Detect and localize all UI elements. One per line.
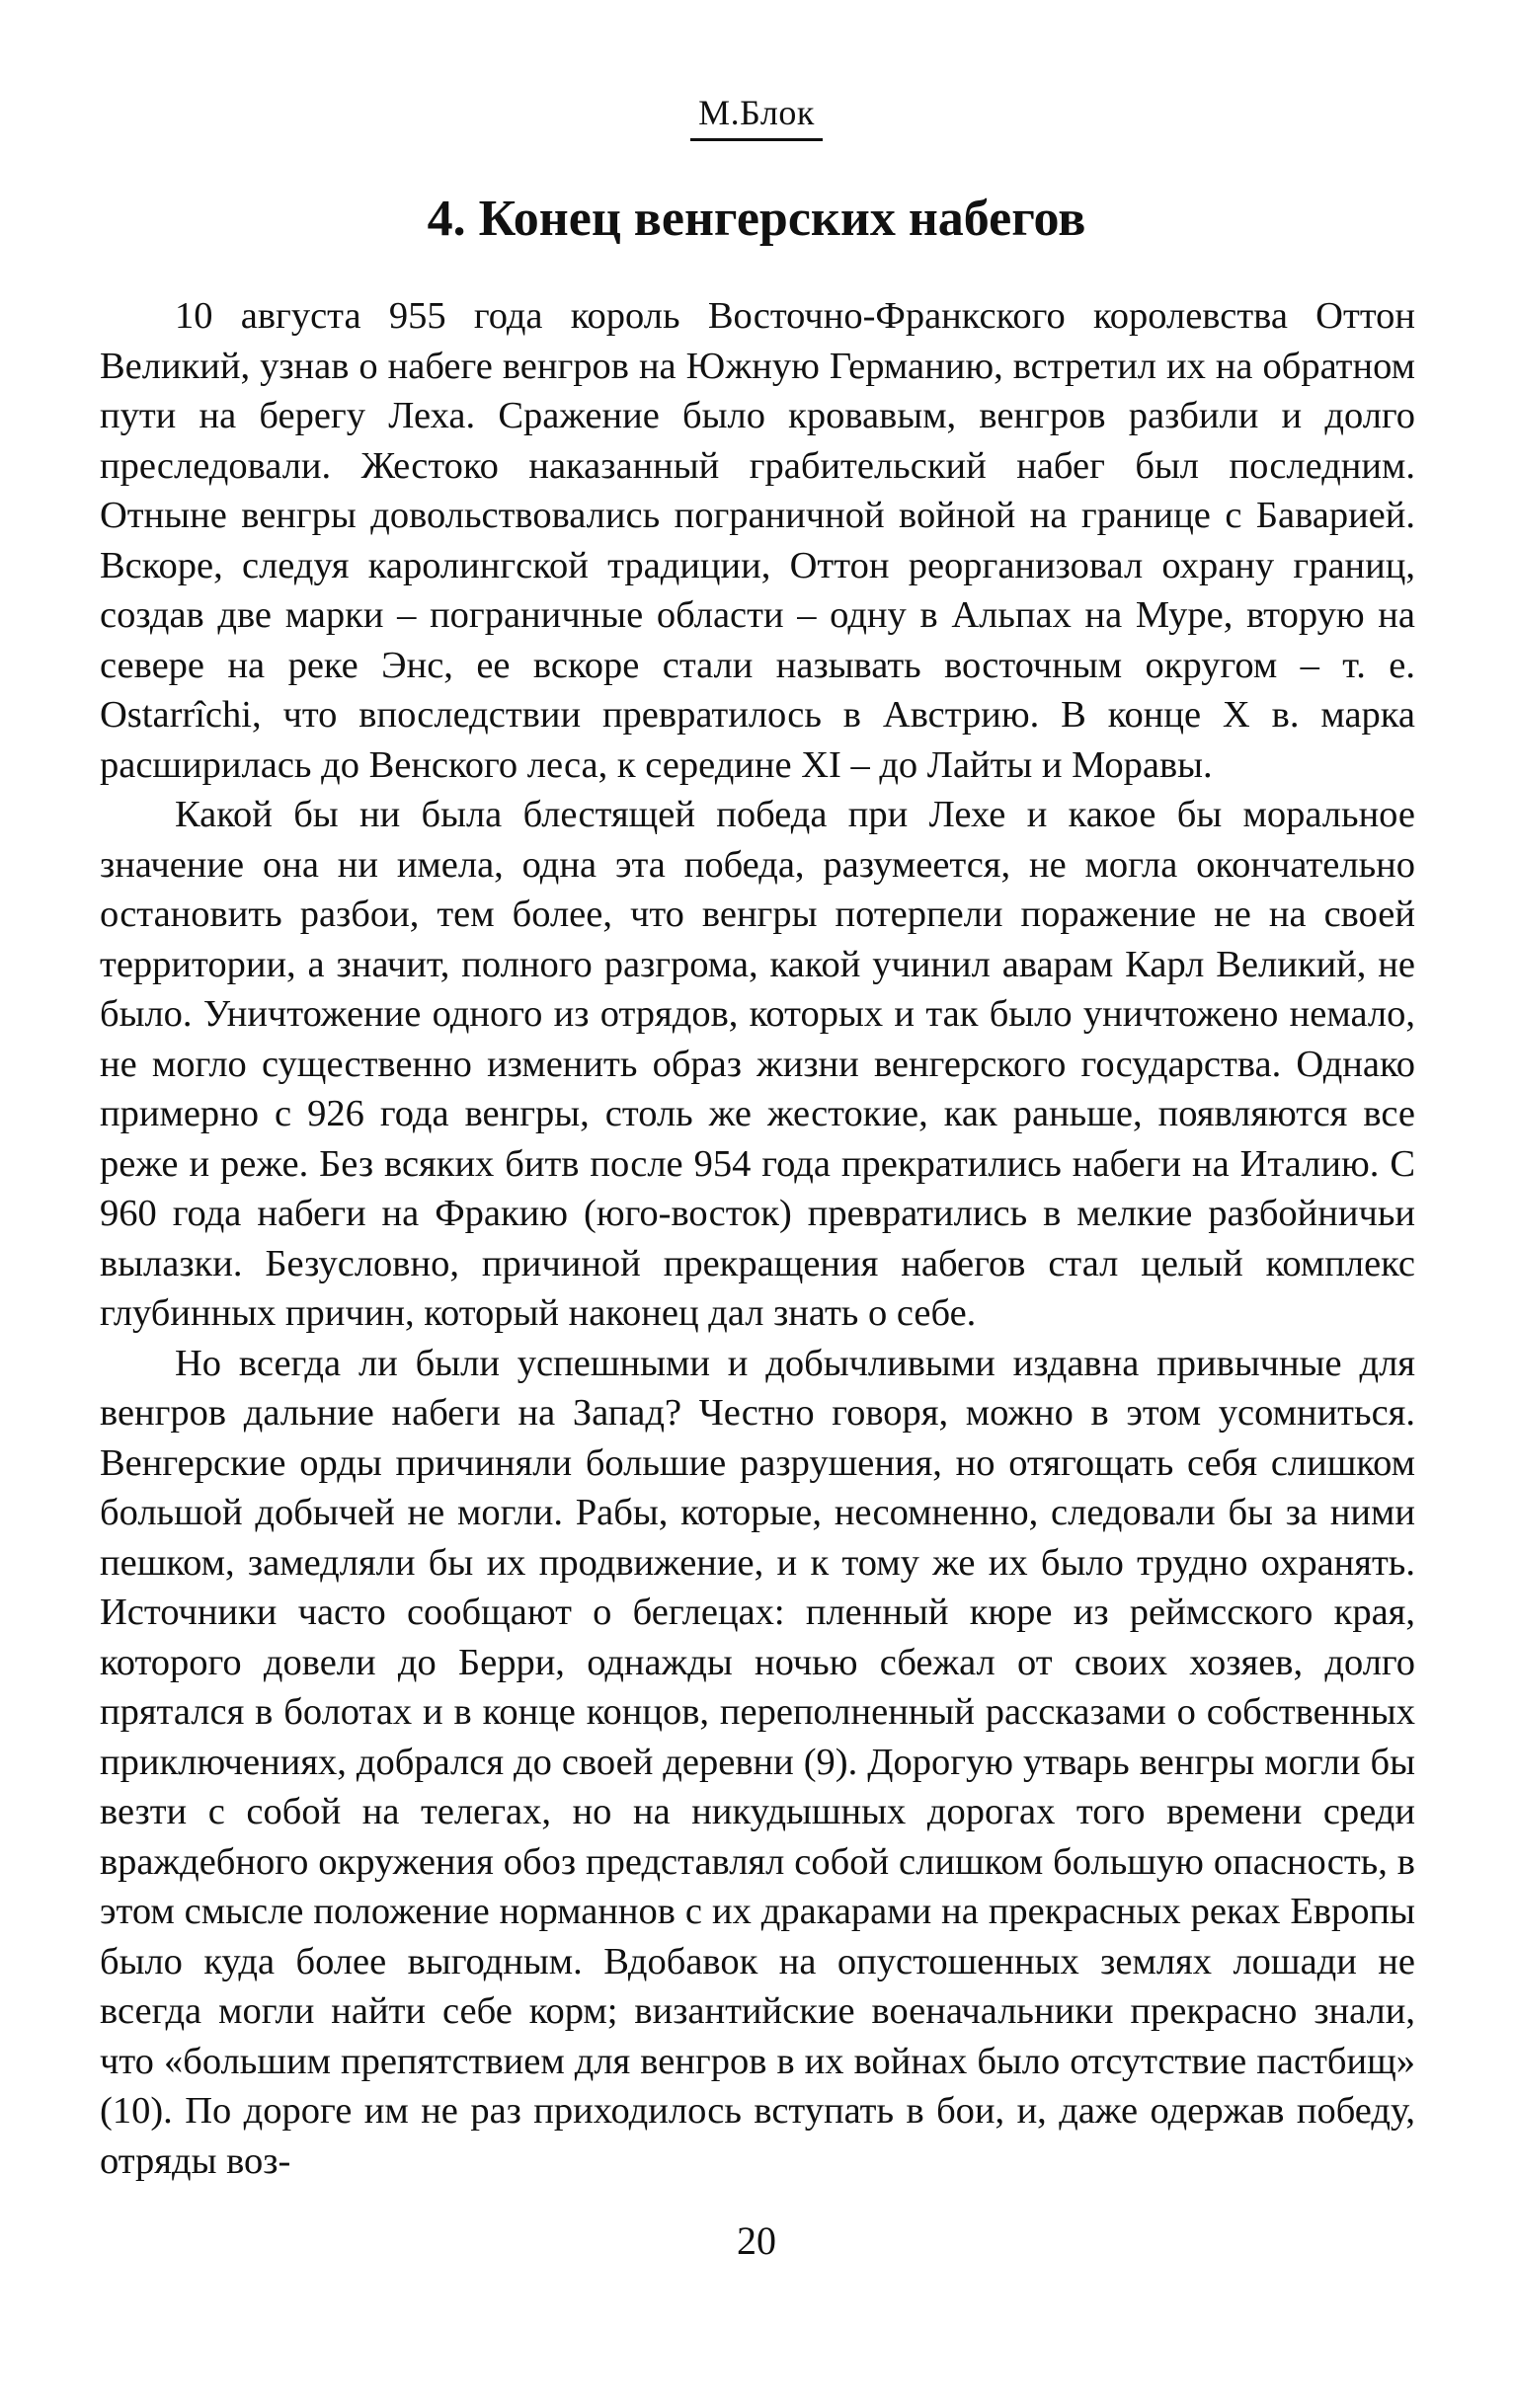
page-number: 20 [737,2218,776,2263]
paragraph: Какой бы ни была блестящей победа при Лехе и какое бы моральное значение она ни имела, одна эта победа, разумеется, не могла окончательно остановить разбои, тем более, что венгры потерпели поражение не на своей территории, а значит, полного разгрома, какой учинил аварам Карл Великий, не было. Уничтожение одного из отрядов, которых и так было уничтожено немало, не могло существенно изменить образ жизни венгерского государства. Однако примерно с 926 года венгры, столь же жестокие, как раньше, появляются все реже и реже. Без всяких битв после 954 года прекратились набеги на Италию. С 960 года набеги на Фракию (юго-восток) превратились в мелкие разбойничьи вылазки. Безусловно, причиной прекращения набегов стал целый комплекс глубинных причин, который наконец дал знать о себе. [100,794,1415,1334]
paragraph: Но всегда ли были успешными и добычливыми издавна привычные для венгров дальние набеги на Запад? Честно говоря, можно в этом усомниться. Венгерские орды причиняли большие разрушения, но отягощать себя слишком большой добычей не могли. Рабы, которые, несомненно, следовали бы за ними пешком, замедляли бы их продвижение, и к тому же их было трудно охранять. Источники часто сообщают о беглецах: пленный кюре из реймсского края, которого довели до Берри, однажды ночью сбежал от своих хозяев, долго прятался в болотах и в конце концов, переполненный рассказами о собственных приключениях, добрался до своей деревни (9). Дорогую утварь венгры могли бы везти с собой на телегах, но на никудышных дорогах того времени среди враждебного окружения обоз представлял собой слишком большую опасность, в этом смысле положение норманнов с их дракарами на прекрасных реках Европы было куда более выгодным. Вдобавок на опустошенных землях лошади не всегда могли найти себе корм; византийские военачальники прекрасно знали, что «большим препятствием для венгров в их войнах было отсутствие пастбищ» (10). По дороге им не раз приходилось вступать в бои, и, даже одержав победу, отряды воз- [100,1342,1415,2182]
chapter-title: 4. Конец венгерских набегов [427,191,1086,247]
body-text [100,291,1415,2186]
running-head [0,91,1513,141]
author-name: М.Блок [690,91,823,141]
paragraph: 10 августа 955 года король Восточно-Франкского королевства Оттон Великий, узнав о набеге венгров на Южную Германию, встретил их на обратном пути на берегу Леха. Сражение было кровавым, венгров разбили и долго преследовали. Жестоко наказанный грабительский набег был последним. Отныне венгры довольствовались пограничной войной на границе с Баварией. Вскоре, следуя каролингской традиции, Оттон реорганизовал охрану границ, создав две марки – пограничные области – одну в Альпах на Муре, вторую на севере на реке Энс, ее вскоре стали называть восточным округом – т. е. Ostarrîchi, что впоследствии превратилось в Австрию. В конце X в. марка расширилась до Венского леса, к середине XI – до Лайты и Моравы. [100,295,1415,786]
